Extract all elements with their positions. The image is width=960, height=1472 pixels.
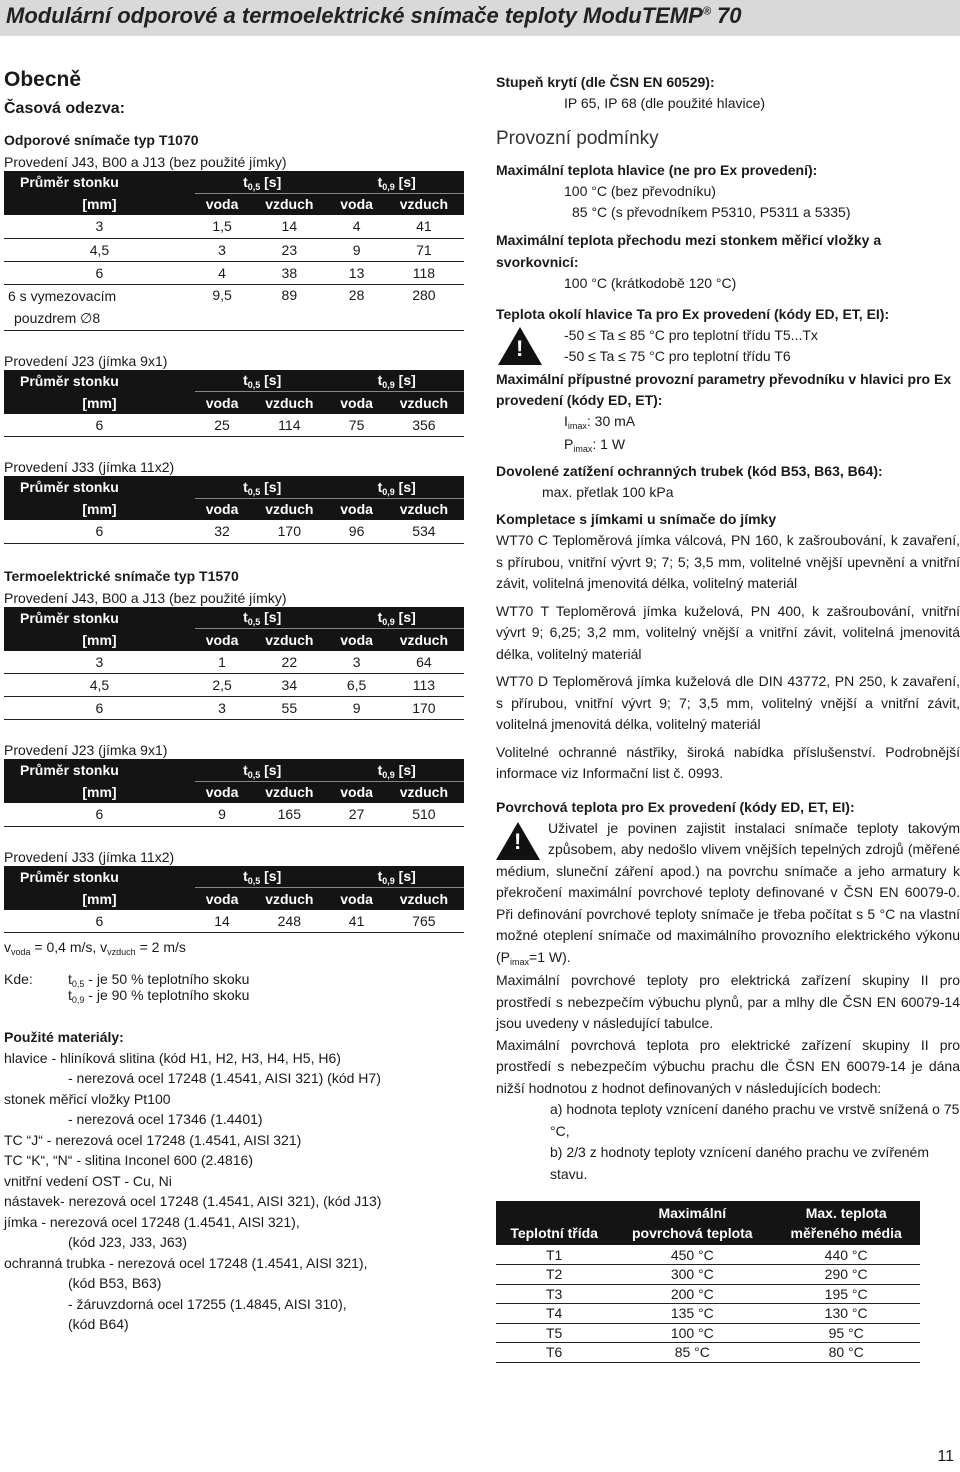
thermo-heading: Termoelektrické snímače typ T1570 <box>4 567 239 584</box>
table-cell: 114 <box>249 414 329 437</box>
table-cell: 170 <box>384 697 464 720</box>
table-cell: 195 °C <box>772 1284 920 1304</box>
table-row <box>496 1265 920 1285</box>
kit-heading: Kompletace s jímkami u snímače do jímky <box>496 511 777 527</box>
max-transition-heading: Maximální teplota přechodu mezi stonkem měřicí vložky a svorkovnicí: <box>496 232 882 270</box>
operating-conditions-heading: Provozní podmínky <box>496 128 659 149</box>
table-cell: 95 °C <box>772 1323 920 1343</box>
surface-paragraph-1: ! Uživatel je povinen zajistit instalaci snímače teploty takovým způsobem, aby nedošlo vlivem vnějších tepelných zdrojů (měřené médium, sluneční záření apod.) na povrchu snímače a jeho armatury k překročení maximální povrchové teploty definované v ČSN EN 60079-0. Při definování povrchové teploty snímače je třeba počítat s 5 °C na vlastní možné oteplení snímače od maximálního provozního elektrického výkonu ($P_{imax}=1$ W). <box>496 819 960 967</box>
response-table-t3: Průměr stonku $t_{0,5}$ [s] $t_{0,9}$ [s] [mm] voda vzduch voda vzduch 6 14 248 41 765 <box>4 866 464 934</box>
table-row <box>496 1304 920 1324</box>
table-cell: T1 <box>496 1245 612 1265</box>
table-cell: 3 <box>4 215 195 238</box>
table-cell: T5 <box>496 1323 612 1343</box>
table-cell: 55 <box>249 697 329 720</box>
resistance-heading: Odporové snímače typ T1070 <box>4 132 199 148</box>
table-caption: Provedení J43, B00 a J13 (bez použité jímky) <box>4 589 287 606</box>
surface-heading: Povrchová teplota pro Ex provedení (kódy ED, ET, EI): <box>496 798 855 815</box>
table-cell: 248 <box>249 910 329 933</box>
table-row <box>4 651 464 674</box>
response-table-t2: Průměr stonku $t_{0,5}$ [s] $t_{0,9}$ [s] [mm] voda vzduch voda vzduch 6 9 165 27 510 <box>4 759 464 827</box>
ambient-heading: Teplota okolí hlavice Ta pro Ex provedení (kódy ED, ET, EI): <box>496 306 890 322</box>
table-cell: 23 <box>249 238 329 261</box>
table-cell: 6 <box>4 910 195 933</box>
table-row <box>4 697 464 720</box>
table-cell: 38 <box>249 261 329 284</box>
table-cell: 534 <box>384 520 464 543</box>
table-cell: T2 <box>496 1265 612 1285</box>
converter-heading: Maximální přípustné provozní parametry převodníku v hlavici pro Ex provedení (kódy ED, ET): <box>496 371 952 408</box>
table-cell: 200 °C <box>612 1284 772 1304</box>
surface-paragraph-3: Maximální povrchová teplota pro elektrické zařízení skupiny II pro prostředí s nebezpečím výbuchu prachu dle ČSN EN 60079-14 je dána nižší hodnotou z hodnot definovaných v následujících bodech: <box>496 1036 960 1096</box>
kit-accessories: Volitelné ochranné nástřiky, široká nabídka příslušenství. Podrobnější informace viz Informační list č. 0993. <box>496 743 960 781</box>
left-column <box>4 68 464 1335</box>
section-title-general: Obecně <box>4 68 82 91</box>
surface-paragraph-2: Maximální povrchové teploty pro elektrická zařízení skupiny II pro prostředí s nebezpečím výbuchu plynů, par a mlhy dle ČSN EN 60079-14 jsou uvedeny v následující tabulce. <box>496 972 960 1031</box>
ip-heading: Stupeň krytí (dle ČSN EN 60529): <box>496 74 715 90</box>
table-caption: Provedení J33 (jímka 11x2) <box>4 459 175 475</box>
response-table-t1: Průměr stonku $t_{0,5}$ [s] $t_{0,9}$ [s] [mm] voda vzduch voda vzduch 3 1 22 3 64 4,5 2,5 34 6,5 113 6 3 55 9 170 <box>4 607 464 721</box>
load-heading: Dovolené zatížení ochranných trubek (kód B53, B63, B64): <box>496 463 883 479</box>
table-cell: 170 <box>249 520 329 543</box>
table-cell: 14 <box>195 910 249 933</box>
table-row <box>496 1323 920 1343</box>
table-cell: 64 <box>384 651 464 674</box>
velocity-note: $v_{voda} = 0,4$ m/s, $v_{vzduch} = 2$ m/s <box>4 939 186 957</box>
table-caption: Provedení J23 (jímka 9x1) <box>4 742 168 758</box>
table-cell: 130 °C <box>772 1304 920 1324</box>
table-row <box>4 910 464 933</box>
load-value: max. přetlak 100 kPa <box>542 484 674 500</box>
table-cell: 41 <box>329 910 383 933</box>
table-cell: 6 <box>4 697 195 720</box>
table-row <box>4 261 464 284</box>
table-cell: 96 <box>329 520 383 543</box>
table-caption: Provedení J23 (jímka 9x1) <box>4 352 168 369</box>
time-response-heading: Časová odezva: <box>4 100 125 117</box>
surface-point-b: b) 2/3 z hodnoty teploty vznícení daného prachu ve zvířeném stavu. <box>550 1144 930 1182</box>
kit-wt70d: WT70 D Teploměrová jímka kuželová dle DIN 43772, PN 250, k zavaření, s přírubou, vnitřní vývrt 9; 7; 3,5 mm, volitelný vnější a vnitřní závit, volitelná jmenovitá délka, volitelný materiál <box>496 673 960 732</box>
table-cell: 4 <box>195 261 249 284</box>
table-cell: 1 <box>195 651 249 674</box>
converter-current: $I_{imax}$: 30 mA <box>564 413 636 431</box>
table-cell: 27 <box>329 803 383 826</box>
table-cell: 165 <box>249 803 329 826</box>
table-cell: 14 <box>249 215 329 238</box>
max-head-temp-heading: Maximální teplota hlavice (ne pro Ex provedení): <box>496 162 818 178</box>
table-cell: 510 <box>384 803 464 826</box>
table-cell: 6 <box>4 261 195 284</box>
table-cell: 6 <box>4 803 195 826</box>
table-cell: 6,5 <box>329 674 383 697</box>
right-column <box>496 72 960 1363</box>
table-cell: 4,5 <box>4 238 195 261</box>
table-row <box>496 1343 920 1363</box>
table-cell: 100 °C <box>612 1323 772 1343</box>
surface-point-a: a) hodnota teploty vznícení daného prachu ve vrstvě snížená o 75 °C, <box>550 1101 960 1139</box>
table-cell: 290 °C <box>772 1265 920 1285</box>
table-row <box>4 414 464 437</box>
max-transition-value: 100 °C (krátkodobě 120 °C) <box>564 275 737 291</box>
warning-icon: ! <box>496 822 540 860</box>
max-head-temp-2: 85 °C (s převodníkem P5310, P5311 a 5335) <box>572 204 851 220</box>
table-caption: Provedení J43, B00 a J13 (bez použité jímky) <box>4 154 287 170</box>
kit-wt70c: WT70 C Teploměrová jímka válcová, PN 160, k zašroubování, k zavaření, s přírubou, vnitřní vývrt 9; 7; 5; 3,5 mm, volitelné vnější upevnění a vnitřní závit, volitelná jmenovitá délka, volitelný materiál <box>496 532 960 591</box>
table-cell: T3 <box>496 1284 612 1304</box>
page-title: Modulární odporové a termoelektrické snímače teploty ModuTEMP® 70 <box>6 3 742 28</box>
response-table-r1: Průměr stonku $t_{0,5}$ [s] $t_{0,9}$ [s] [mm] voda vzduch voda vzduch 3 1,5 14 4 41 4,5 3 23 9 71 6 4 38 13 118 6 s vymezovacím pouzdrem ∅8 9,5 89 28 280 <box>4 171 464 331</box>
table-cell: 25 <box>195 414 249 437</box>
table-cell: 6 <box>4 414 195 437</box>
table-cell: 6 <box>4 520 195 543</box>
page-number: 11 <box>937 1448 954 1465</box>
ip-value: IP 65, IP 68 (dle použité hlavice) <box>564 95 766 111</box>
table-cell: 3 <box>329 651 383 674</box>
table-cell: 118 <box>384 261 464 284</box>
table-cell: 9 <box>195 803 249 826</box>
table-row: 6 s vymezovacím pouzdrem ∅8 9,5 89 28 280 <box>4 284 464 330</box>
table-row <box>4 215 464 238</box>
legend-where: Kde: $t_{0,5}$ - je 50 % teplotního skoku $t_{0,9}$ - je 90 % teplotního skoku <box>4 971 250 1005</box>
table-row <box>496 1245 920 1265</box>
table-cell: 3 <box>195 697 249 720</box>
table-row <box>496 1284 920 1304</box>
table-cell: T6 <box>496 1343 612 1363</box>
table-cell: 22 <box>249 651 329 674</box>
table-cell: 9 <box>329 697 383 720</box>
table-row <box>4 674 464 697</box>
table-cell: 71 <box>384 238 464 261</box>
table-cell: 300 °C <box>612 1265 772 1285</box>
table-row <box>4 803 464 826</box>
table-cell: 4 <box>329 215 383 238</box>
table-cell: 356 <box>384 414 464 437</box>
kit-wt70t: WT70 T Teploměrová jímka kuželová, PN 400, k zašroubování, vnitřní vývrt 9; 6,25; 3,2 mm, volitelný vnější a vnitřní závit, volitelná jmenovitá délka, volitelný materiál <box>496 602 960 662</box>
ambient-range-2: -50 ≤ Ta ≤ 75 °C pro teplotní třídu T6 <box>564 348 791 364</box>
table-cell: 80 °C <box>772 1343 920 1363</box>
table-cell: 13 <box>329 261 383 284</box>
page-header <box>0 0 960 36</box>
table-caption: Provedení J33 (jímka 11x2) <box>4 848 175 865</box>
table-cell: 32 <box>195 520 249 543</box>
table-cell: 440 °C <box>772 1245 920 1265</box>
ambient-range-1: -50 ≤ Ta ≤ 85 °C pro teplotní třídu T5...Tx <box>564 327 818 343</box>
table-cell: 3 <box>4 651 195 674</box>
table-cell: 2,5 <box>195 674 249 697</box>
response-table-r2: Průměr stonku $t_{0,5}$ [s] $t_{0,9}$ [s] [mm] voda vzduch voda vzduch 6 25 114 75 356 <box>4 370 464 438</box>
max-head-temp-1: 100 °C (bez převodníku) <box>564 183 716 199</box>
table-cell: 135 °C <box>612 1304 772 1324</box>
table-row <box>4 520 464 543</box>
table-cell: 9 <box>329 238 383 261</box>
temperature-class-table: Teplotní třída Maximální povrchová teplota Max. teplota měřeného média T1 450 °C 440 °C T2 300 °C 290 °C T3 200 °C 195 °C T4 135 °C 130 °C T5 100 °C 95 °C T6 85 °C 80 °C <box>496 1201 920 1363</box>
materials-section: Použité materiály: hlavice - hliníková slitina (kód H1, H2, H3, H4, H5, H6) - nerezová ocel 17248 (1.4541, AISI 321) (kód H7) stonek měřicí vložky Pt100 - nerezová ocel 17346 (1.4401) TC “J“ - nerezová ocel 17248 (1.4541, AISl 321) TC “K“, “N“ - slitina Inconel 600 (2.4816) vnitřní vedení OST - Cu, Ni nástavek- nerezová ocel 17248 (1.4541, AISI 321), (kód J13) jímka - nerezová ocel 17248 (1.4541, AISl 321), (kód J23, J33, J63) ochranná trubka - nerezová ocel 17248 (1.4541, AISl 321), (kód B53, B63) - žáruvzdorná ocel 17255 (1.4845, AISI 310), (kód B64) <box>4 1029 382 1332</box>
table-cell: 3 <box>195 238 249 261</box>
converter-power: $P_{imax}$: 1 W <box>564 436 626 454</box>
response-table-r3: Průměr stonku $t_{0,5}$ [s] $t_{0,9}$ [s] [mm] voda vzduch voda vzduch 6 32 170 96 534 <box>4 476 464 544</box>
warning-icon: ! <box>498 327 542 365</box>
table-cell: 85 °C <box>612 1343 772 1363</box>
table-cell: 113 <box>384 674 464 697</box>
table-cell: 450 °C <box>612 1245 772 1265</box>
table-row <box>4 238 464 261</box>
table-cell: 34 <box>249 674 329 697</box>
table-cell: T4 <box>496 1304 612 1324</box>
table-cell: 75 <box>329 414 383 437</box>
table-cell: 41 <box>384 215 464 238</box>
table-cell: 765 <box>384 910 464 933</box>
table-cell: 1,5 <box>195 215 249 238</box>
table-cell: 4,5 <box>4 674 195 697</box>
